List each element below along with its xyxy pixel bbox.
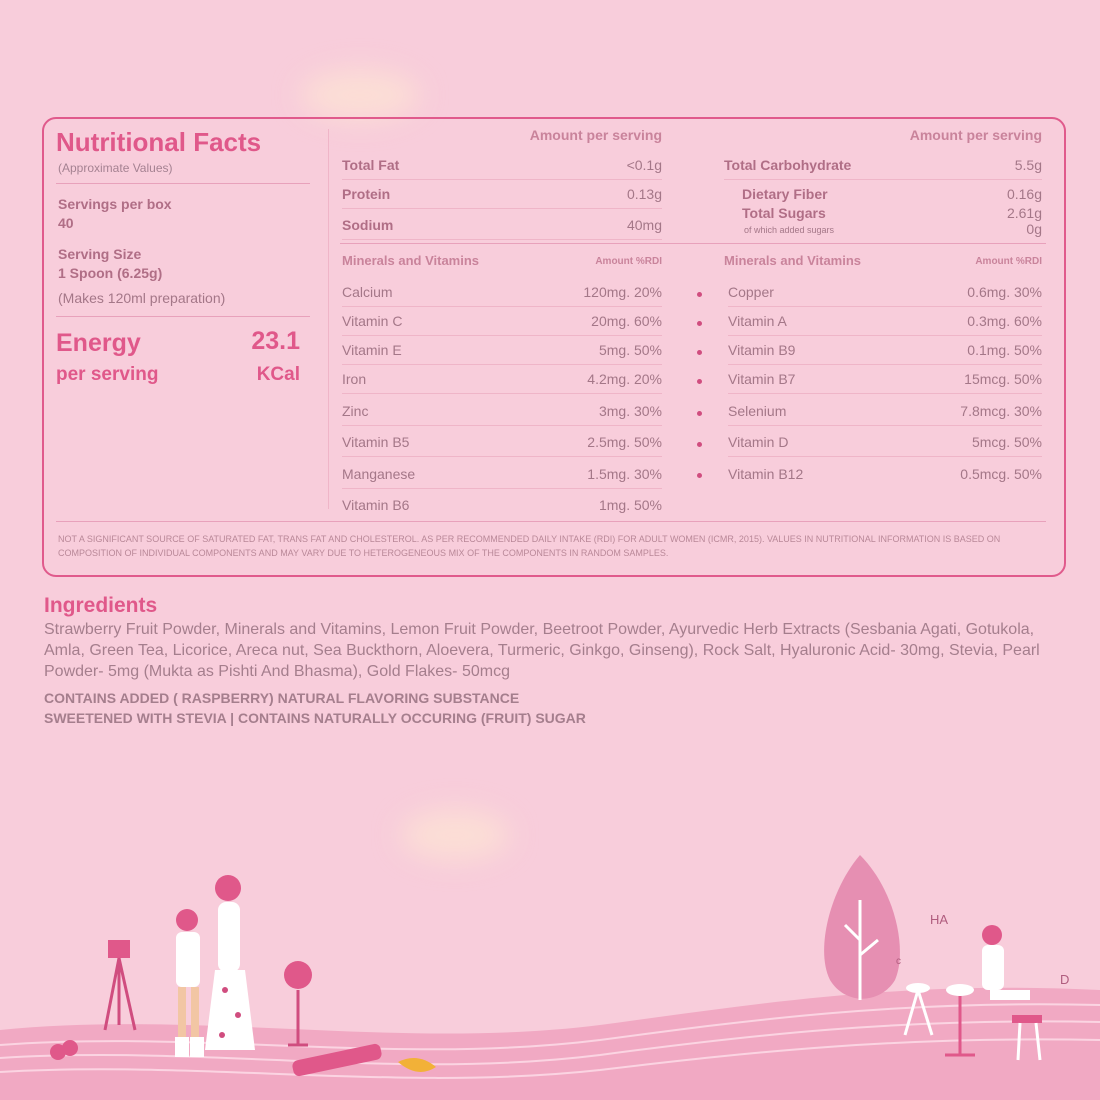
rdi-header-right: Amount %RDI	[975, 256, 1042, 267]
sugar-value: 2.61g	[1006, 205, 1042, 221]
macro-value: 40mg	[626, 217, 662, 233]
fiber-label: Dietary Fiber	[742, 186, 828, 202]
serving-size-label: Serving Size	[58, 246, 142, 262]
mineral-name: Vitamin B9	[728, 342, 796, 358]
mineral-name: Vitamin D	[728, 434, 789, 450]
amount-header-left: Amount per serving	[529, 127, 662, 143]
mineral-name: Selenium	[728, 403, 787, 419]
divider	[56, 316, 310, 317]
ha-tag: HA	[930, 912, 949, 927]
mineral-row	[342, 491, 662, 519]
minerals-header-left: Minerals and Vitamins	[342, 253, 480, 268]
sugar-label: Total Sugars	[742, 205, 826, 221]
mineral-amount: 0.1mg. 50%	[967, 342, 1042, 358]
mineral-row	[342, 460, 662, 489]
mineral-name: Vitamin A	[728, 313, 787, 329]
illustration-scene	[0, 840, 1100, 1100]
bead-icon	[62, 1040, 78, 1056]
mineral-row	[728, 428, 1042, 457]
mineral-amount: 20mg. 60%	[591, 313, 662, 329]
mineral-name: Vitamin E	[342, 342, 402, 358]
mineral-amount: 5mg. 50%	[598, 342, 662, 358]
mineral-name: Iron	[342, 371, 367, 387]
mineral-amount: 0.6mg. 30%	[967, 284, 1042, 300]
bullet-icon	[697, 411, 702, 416]
mineral-name: Zinc	[342, 403, 369, 419]
carb-value: 5.5g	[1014, 157, 1042, 173]
mineral-amount: 120mg. 20%	[583, 284, 662, 300]
ground-hill	[0, 988, 1100, 1100]
mineral-amount: 5mcg. 50%	[971, 434, 1042, 450]
energy-label: Energy	[56, 329, 141, 357]
mineral-row	[342, 365, 662, 394]
mineral-row	[728, 460, 1042, 488]
mineral-amount: 1.5mg. 30%	[587, 466, 662, 482]
mineral-name: Copper	[728, 284, 774, 300]
nutrition-facts-panel	[42, 117, 1066, 577]
approx-values-note: (Approximate Values)	[58, 161, 173, 175]
divider	[56, 183, 310, 184]
mineral-amount: 0.3mg. 60%	[967, 313, 1042, 329]
mineral-row	[728, 336, 1042, 365]
amount-header-right: Amount per serving	[909, 127, 1042, 143]
energy-per-serving: per serving	[56, 364, 159, 385]
mineral-name: Vitamin C	[342, 313, 403, 329]
macro-row	[342, 180, 662, 209]
bullet-icon	[697, 350, 702, 355]
footnote: NOT A SIGNIFICANT SOURCE OF SATURATED FAT, TRANS FAT AND CHOLESTEROL. AS PER RECOMMENDED DAILY INTAKE (RDI) FOR ADULT WOMEN (ICMR, 2015). VALUES IN NUTRITIONAL INFORMATION IS BASED ON COMPOSITION OF INDIVIDUAL COMPONENTS AND MAY VARY DUE TO HETEROGENEOUS MIX OF THE COMPONENTS IN RANDOM SAMPLES.	[58, 534, 1001, 558]
mineral-row	[728, 307, 1042, 336]
mineral-row	[342, 278, 662, 307]
carb-row	[724, 151, 1042, 180]
mineral-name: Vitamin B7	[728, 371, 796, 387]
tree-icon	[824, 855, 900, 1000]
camera-light-icon	[105, 940, 135, 1030]
nutrition-title: Nutritional Facts	[56, 127, 262, 157]
bullet-icon	[697, 473, 702, 478]
cloud-decoration	[300, 70, 420, 120]
servings-value: 40	[58, 215, 74, 231]
column-divider	[328, 129, 329, 509]
energy-value: 23.1	[251, 327, 300, 355]
bullet-icon	[697, 379, 702, 384]
rdi-header-left: Amount %RDI	[595, 256, 662, 267]
mineral-amount: 4.2mg. 20%	[587, 371, 662, 387]
c-tag: c	[896, 956, 901, 967]
mineral-name: Calcium	[342, 284, 393, 300]
fiber-value: 0.16g	[1006, 186, 1042, 202]
mineral-row	[342, 336, 662, 365]
added-sugar-label: of which added sugars	[744, 225, 835, 235]
mineral-row	[342, 307, 662, 336]
mineral-amount: 15mcg. 50%	[964, 371, 1042, 387]
mineral-row	[728, 278, 1042, 307]
mineral-name: Vitamin B6	[342, 497, 410, 513]
bullet-icon	[697, 321, 702, 326]
mineral-amount: 7.8mcg. 30%	[960, 403, 1042, 419]
divider	[340, 243, 1046, 244]
mineral-name: Manganese	[342, 466, 416, 482]
macro-value: 0.13g	[626, 186, 662, 202]
mineral-row	[728, 365, 1042, 394]
mineral-row	[342, 428, 662, 457]
added-sugar-value: 0g	[1026, 221, 1042, 237]
d-tag: D	[1060, 972, 1070, 987]
ingredients-title: Ingredients	[44, 594, 158, 617]
macro-row	[342, 151, 662, 180]
carb-label: Total Carbohydrate	[724, 157, 852, 173]
mineral-amount: 2.5mg. 50%	[587, 434, 662, 450]
makes-note: (Makes 120ml preparation)	[58, 290, 226, 306]
mineral-row	[342, 397, 662, 426]
serving-size-value: 1 Spoon (6.25g)	[58, 265, 163, 281]
servings-label: Servings per box	[58, 196, 172, 212]
energy-unit: KCal	[256, 364, 300, 385]
macro-value: <0.1g	[626, 157, 662, 173]
bullet-icon	[697, 292, 702, 297]
bullet-icon	[697, 442, 702, 447]
mineral-amount: 0.5mcg. 50%	[960, 466, 1042, 482]
ingredients-text: Strawberry Fruit Powder, Minerals and Vitamins, Lemon Fruit Powder, Beetroot Powder, Ayurvedic Herb Extracts (Sesbania Agati, Gotukola, Amla, Green Tea, Licorice, Areca nut, Sea Buckthorn, Aloevera, Turmeric, Ginkgo, Ginseng), Rock Salt, Hyaluronic Acid- 30mg, Stevia, Pearl Powder- 5mg (Mukta as Pishti And Bhasma), Gold Flakes- 50mcg	[44, 621, 1040, 680]
mineral-row	[728, 397, 1042, 426]
mineral-amount: 1mg. 50%	[598, 497, 662, 513]
macro-row	[342, 211, 662, 240]
macro-name: Sodium	[342, 217, 394, 233]
mineral-name: Vitamin B5	[342, 434, 410, 450]
minerals-header-right: Minerals and Vitamins	[724, 253, 862, 268]
divider	[56, 521, 1046, 522]
mineral-name: Vitamin B12	[728, 466, 804, 482]
macro-name: Total Fat	[342, 157, 400, 173]
sweetener-note: SWEETENED WITH STEVIA | CONTAINS NATURALLY OCCURING (FRUIT) SUGAR	[44, 710, 586, 726]
mineral-amount: 3mg. 30%	[598, 403, 662, 419]
flavoring-note: CONTAINS ADDED ( RASPBERRY) NATURAL FLAVORING SUBSTANCE	[44, 690, 520, 706]
macro-name: Protein	[342, 186, 391, 202]
